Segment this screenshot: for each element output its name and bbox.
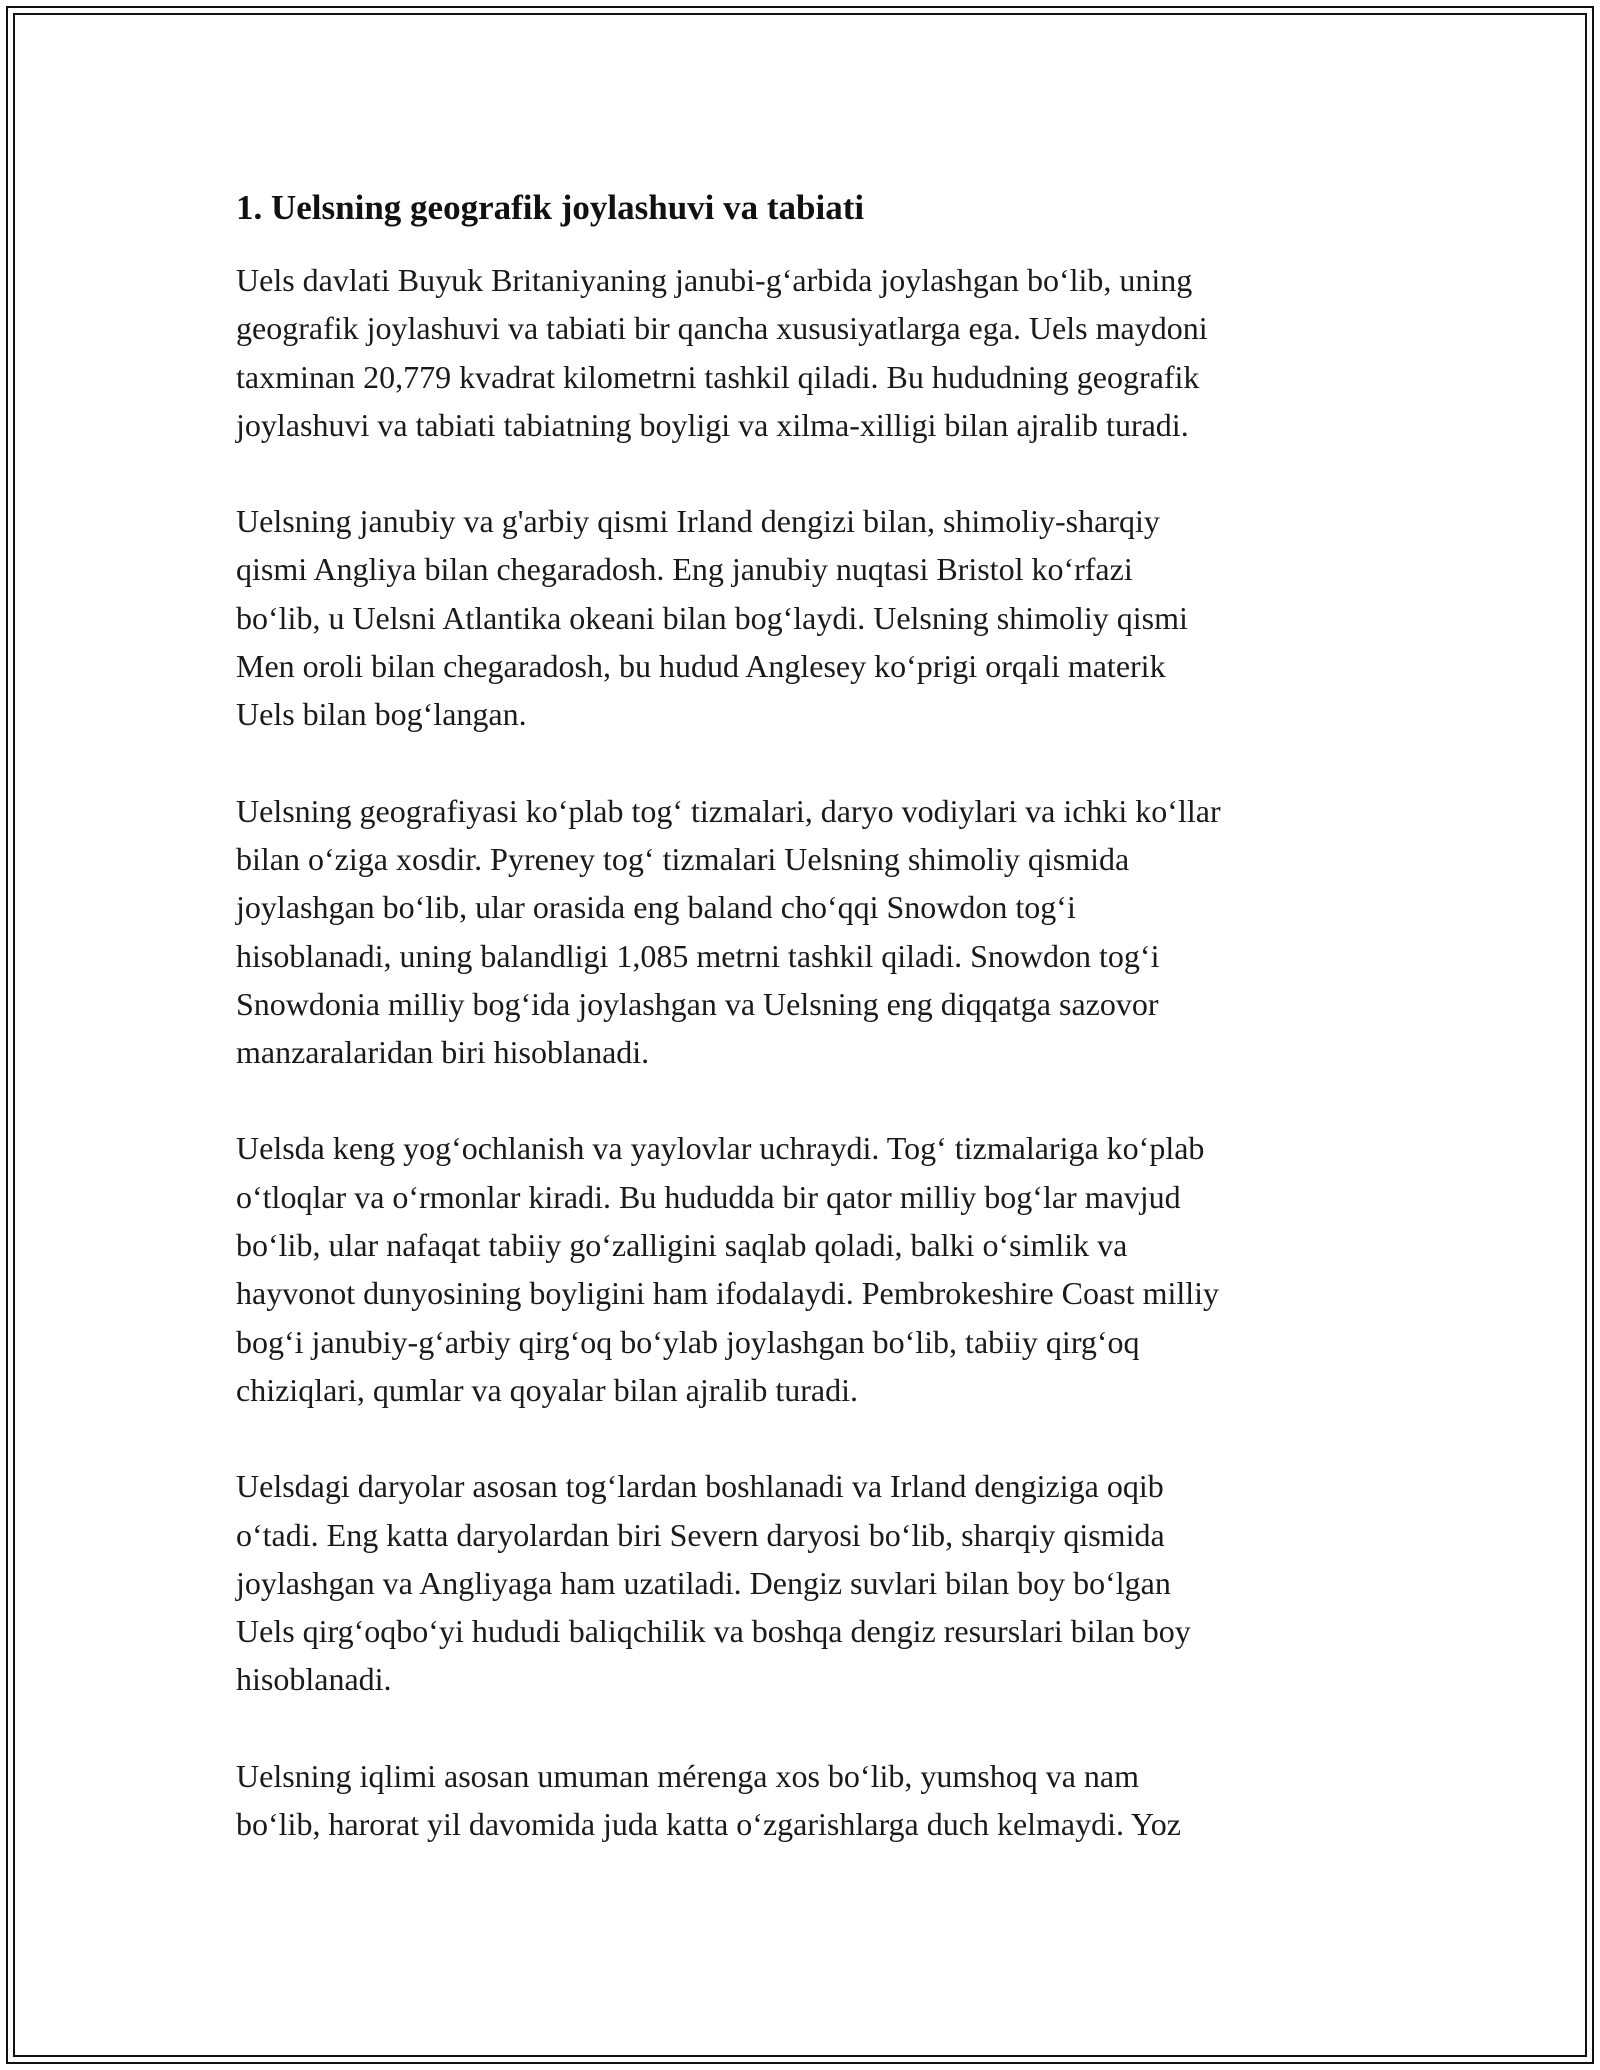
paragraph-line: o‘tadi. Eng katta daryolardan biri Severn daryosi bo‘lib, sharqiy qismida (236, 1516, 1165, 1553)
paragraph-line: o‘tloqlar va o‘rmonlar kiradi. Bu hududda bir qator milliy bog‘lar mavjud (236, 1178, 1181, 1215)
paragraph-line: hisoblanadi, uning balandligi 1,085 metrni tashkil qiladi. Snowdon tog‘i (236, 937, 1160, 974)
paragraph-2 (236, 497, 1366, 738)
paragraph-line: hayvonot dunyosining boyligini ham ifodalaydi. Pembrokeshire Coast milliy (236, 1275, 1220, 1312)
paragraph-line: bilan o‘ziga xosdir. Pyreney tog‘ tizmalari Uelsning shimoliy qismida (236, 840, 1130, 877)
paragraph-1 (236, 256, 1366, 449)
paragraph-line: joylashgan va Angliyaga ham uzatiladi. Dengiz suvlari bilan boy bo‘lgan (236, 1564, 1171, 1601)
paragraph-line: joylashgan bo‘lib, ular orasida eng baland cho‘qqi Snowdon tog‘i (236, 889, 1076, 926)
paragraph-line: taxminan 20,779 kvadrat kilometrni tashkil qiladi. Bu hududning geografik (236, 358, 1200, 395)
paragraph-line: bog‘i janubiy-g‘arbiy qirg‘oq bo‘ylab joylashgan bo‘lib, tabiiy qirg‘oq (236, 1323, 1140, 1360)
section-heading: 1. Uelsning geografik joylashuvi va tabiati (236, 188, 865, 227)
paragraph-line: Uelsning janubiy va g'arbiy qismi Irland dengizi bilan, shimoliy-sharqiy (236, 503, 1160, 540)
paragraph-line: Uelsdagi daryolar asosan tog‘lardan boshlanadi va Irland dengiziga oqib (236, 1468, 1164, 1505)
paragraph-line: geografik joylashuvi va tabiati bir qancha xususiyatlarga ega. Uels maydoni (236, 310, 1208, 347)
paragraph-5 (236, 1462, 1366, 1703)
paragraph-line: bo‘lib, u Uelsni Atlantika okeani bilan bog‘laydi. Uelsning shimoliy qismi (236, 599, 1188, 636)
paragraph-line: qismi Angliya bilan chegaradosh. Eng janubiy nuqtasi Bristol ko‘rfazi (236, 551, 1133, 588)
paragraph-4 (236, 1124, 1366, 1414)
paragraph-line: Uels bilan bog‘langan. (236, 696, 527, 733)
paragraph-line: Uelsda keng yog‘ochlanish va yaylovlar uchraydi. Tog‘ tizmalariga ko‘plab (236, 1130, 1205, 1167)
paragraph-line: Snowdonia milliy bog‘ida joylashgan va Uelsning eng diqqatga sazovor (236, 985, 1159, 1022)
paragraph-line: Uels davlati Buyuk Britaniyaning janubi-g‘arbida joylashgan bo‘lib, uning (236, 262, 1193, 298)
paragraph-line: Uels qirg‘oqbo‘yi hududi baliqchilik va boshqa dengiz resurslari bilan boy (236, 1613, 1191, 1650)
paragraph-line: hisoblanadi. (236, 1661, 392, 1698)
paragraph-line: Uelsning iqlimi asosan umuman mérenga xos bo‘lib, yumshoq va nam (236, 1757, 1139, 1794)
paragraph-line: Men oroli bilan chegaradosh, bu hudud Anglesey ko‘prigi orqali materik (236, 648, 1166, 685)
paragraph-line: joylashuvi va tabiati tabiatning boyligi va xilma-xilligi bilan ajralib turadi. (236, 406, 1189, 443)
paragraph-3 (236, 787, 1366, 1077)
paragraph-line: manzaralaridan biri hisoblanadi. (236, 1034, 650, 1071)
paragraph-line: bo‘lib, ular nafaqat tabiiy go‘zalligini saqlab qoladi, balki o‘simlik va (236, 1227, 1128, 1264)
paragraph-line: Uelsning geografiyasi ko‘plab tog‘ tizmalari, daryo vodiylari va ichki ko‘llar (236, 792, 1221, 829)
paragraph-line: bo‘lib, harorat yil davomida juda katta o‘zgarishlarga duch kelmaydi. Yoz (236, 1806, 1181, 1843)
paragraph-line: chiziqlari, qumlar va qoyalar bilan ajralib turadi. (236, 1371, 858, 1408)
document-body (236, 186, 1366, 1896)
paragraph-6 (236, 1752, 1366, 1849)
